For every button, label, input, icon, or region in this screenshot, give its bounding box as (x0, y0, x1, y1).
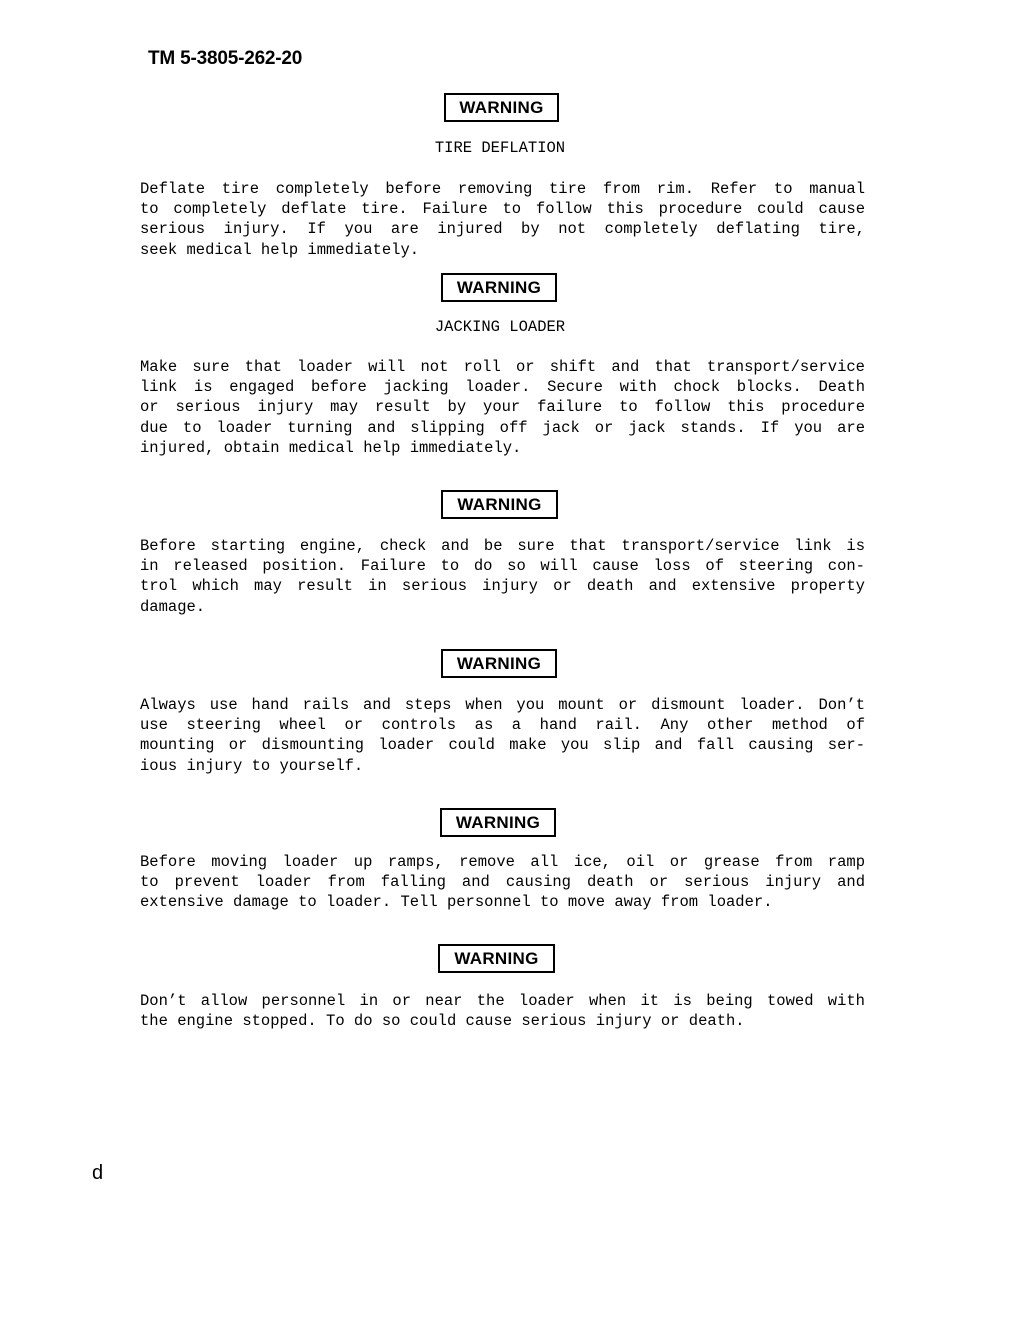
warning-text (140, 536, 865, 617)
text-line: link is engaged before jacking loader. Secure with chock blocks. Death (140, 378, 865, 397)
text-line: trol which may result in serious injury or death and extensive property (140, 577, 865, 596)
document-number: TM 5-3805-262-20 (148, 48, 303, 69)
text-line: Before starting engine, check and be sure that transport/service link is (140, 537, 865, 555)
text-line: due to loader turning and slipping off jack or jack stands. If you are (140, 418, 865, 437)
warning-title: TIRE DEFLATION (434, 139, 566, 157)
warning-text (140, 852, 865, 913)
text-line: to prevent loader from falling and causing death or serious injury and (140, 873, 865, 892)
text-line: or serious injury may result by your failure to follow this procedure (140, 398, 865, 417)
text-line: to completely deflate tire. Failure to follow this procedure could cause (140, 200, 865, 219)
warning-badge: WARNING (441, 649, 557, 678)
text-line: serious injury. If you are injured by not completely deflating tire, (140, 220, 865, 239)
text-line: extensive damage to loader. Tell personnel to move away from loader. (140, 893, 773, 912)
warning-badge: WARNING (440, 808, 556, 837)
warning-badge: WARNING (438, 944, 555, 973)
warning-text (140, 357, 865, 458)
warning-text (140, 695, 865, 776)
text-line: Before moving loader up ramps, remove all ice, oil or grease from ramp (140, 853, 865, 871)
warning-title: JACKING LOADER (434, 318, 566, 336)
text-line: Deflate tire completely before removing tire from rim. Refer to manual (140, 180, 865, 198)
text-line: Always use hand rails and steps when you mount or dismount loader. Don’t (140, 696, 865, 714)
text-line: use steering wheel or controls as a hand rail. Any other method of (140, 716, 865, 735)
page-mark: d (92, 1162, 104, 1184)
text-line: seek medical help immediately. (140, 240, 420, 259)
text-line: damage. (140, 597, 206, 616)
text-line: ious injury to yourself. (140, 756, 364, 775)
text-line: mounting or dismounting loader could make you slip and fall causing ser- (140, 736, 865, 755)
warning-badge: WARNING (441, 490, 558, 519)
text-line: Don’t allow personnel in or near the loader when it is being towed with (140, 992, 865, 1010)
warning-badge: WARNING (441, 273, 557, 302)
warning-text (140, 991, 865, 1031)
text-line: Make sure that loader will not roll or shift and that transport/service (140, 358, 865, 376)
text-line: in released position. Failure to do so will cause loss of steering con- (140, 557, 865, 576)
warning-badge: WARNING (444, 93, 559, 122)
text-line: injured, obtain medical help immediately. (140, 438, 522, 457)
warning-text (140, 179, 865, 260)
text-line: the engine stopped. To do so could cause serious injury or death. (140, 1012, 745, 1031)
